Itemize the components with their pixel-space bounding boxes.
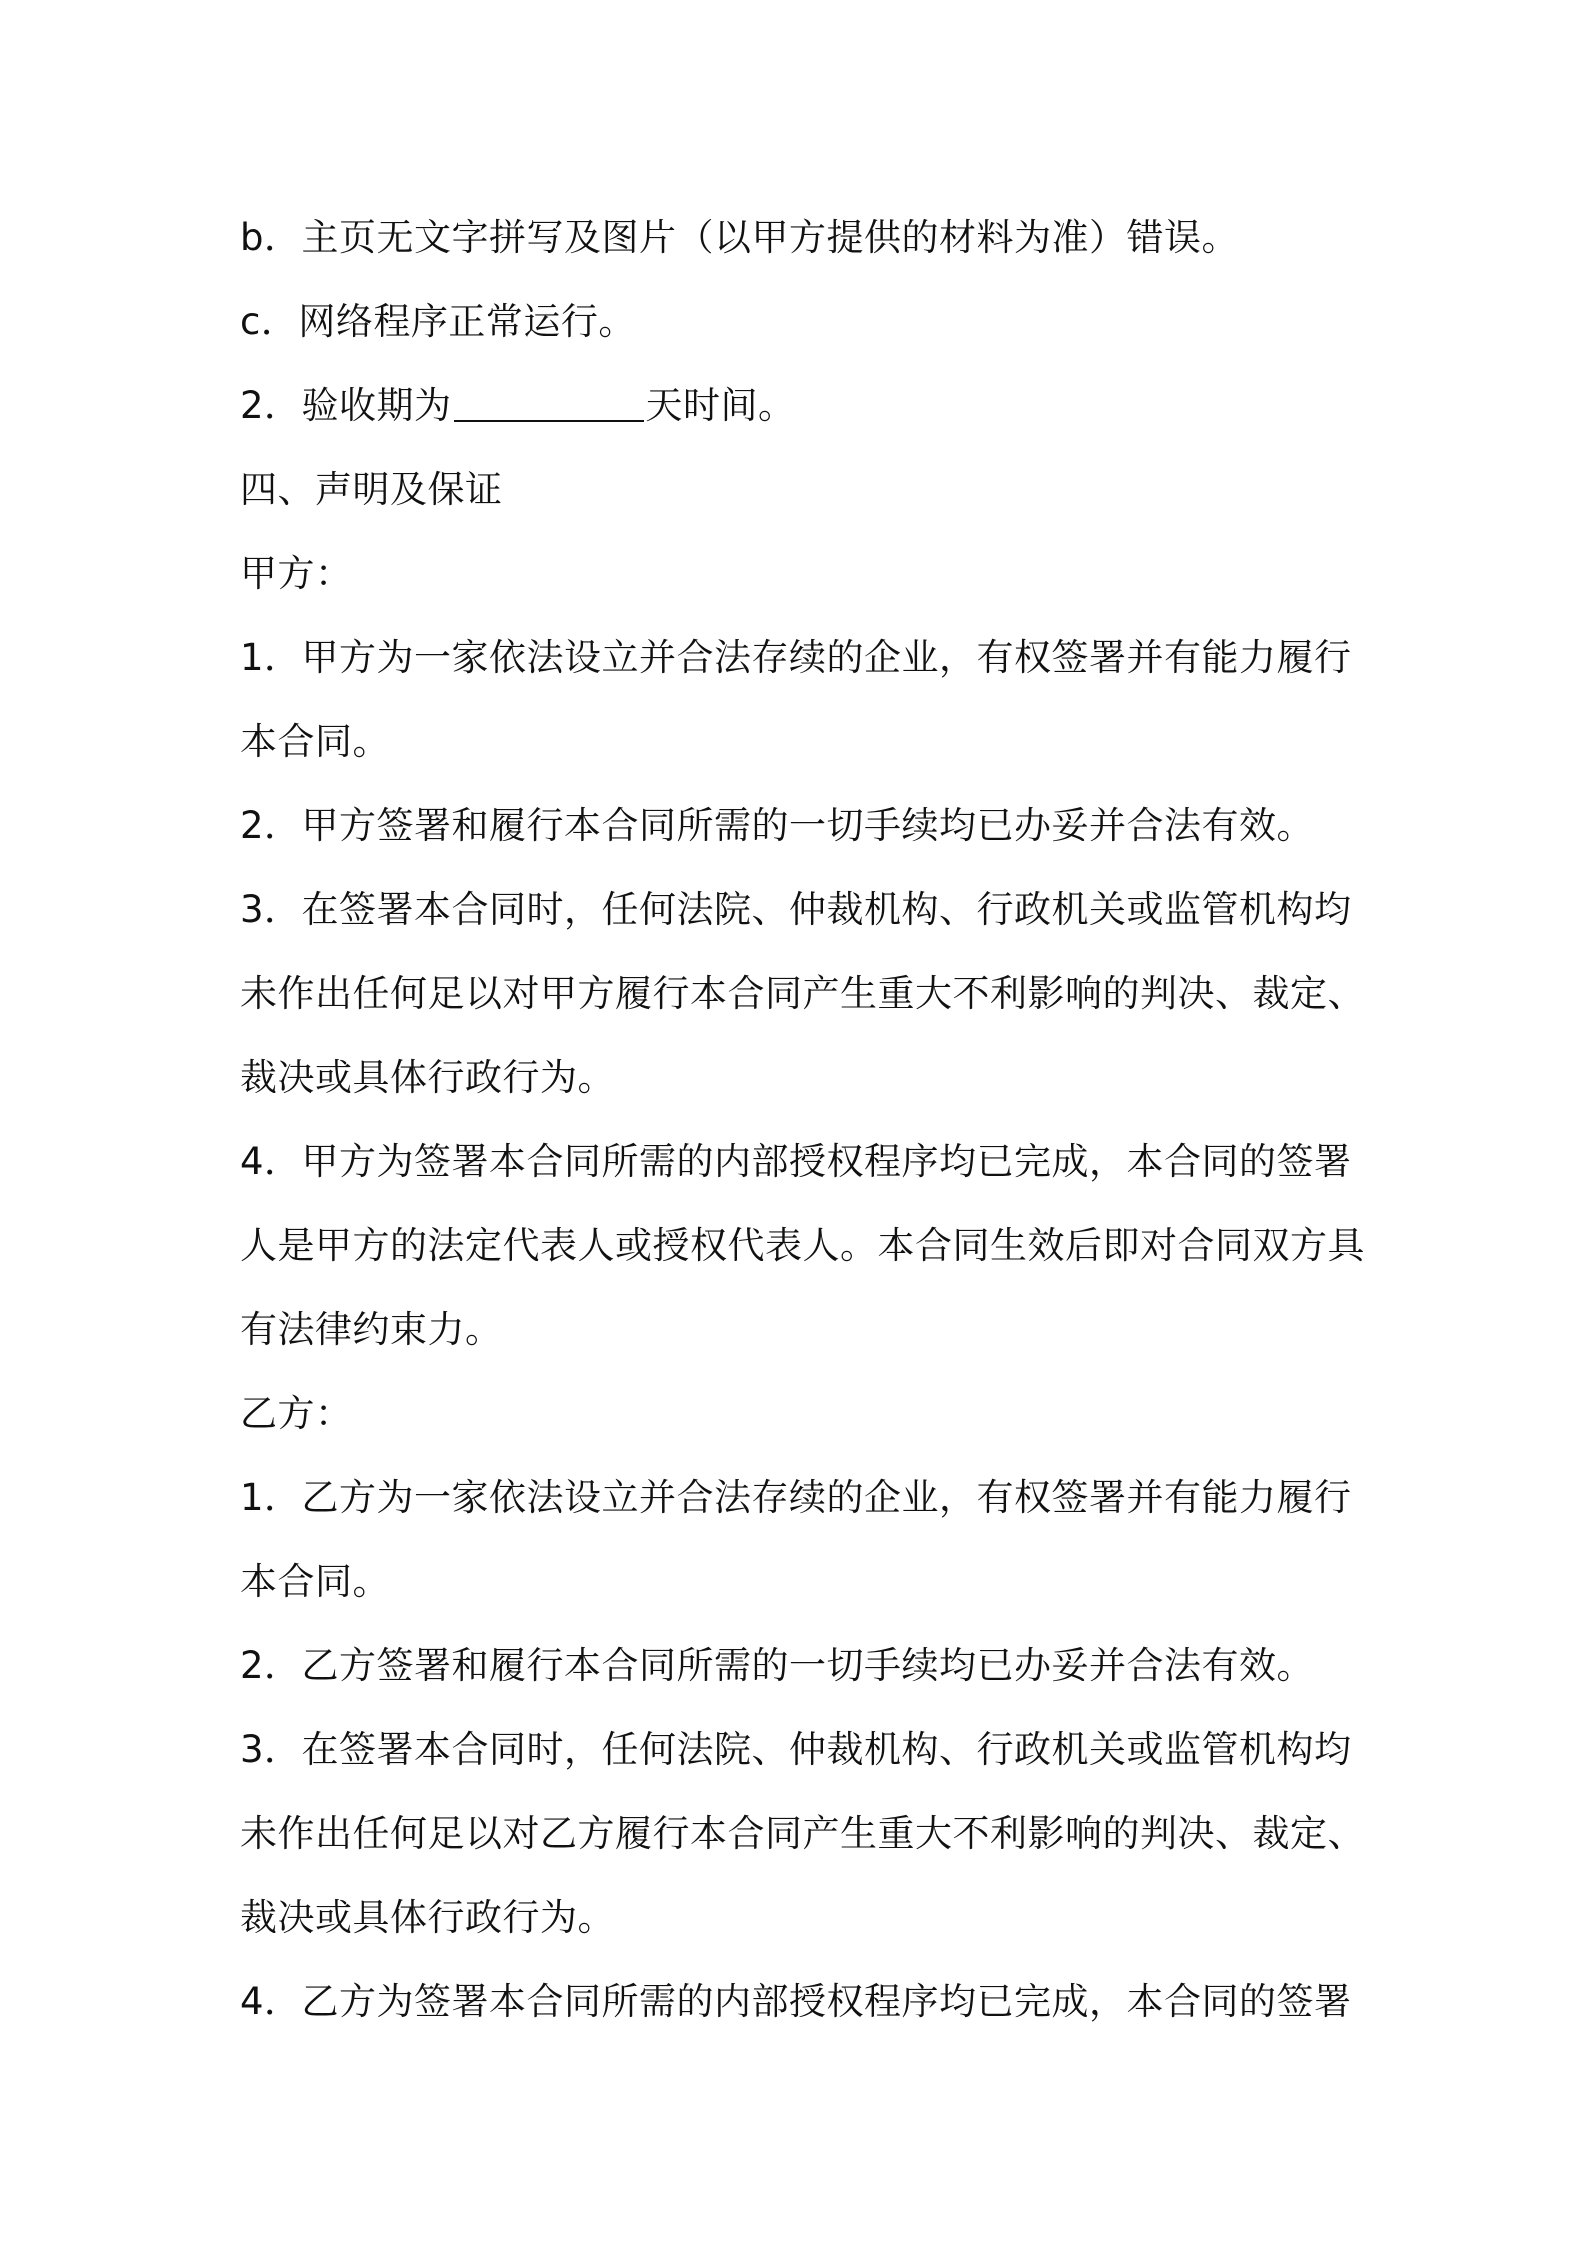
party-a-heading: 甲方： — [240, 552, 353, 595]
document-body — [240, 196, 1365, 2044]
party-a-clause-3-end: 裁决或具体行政行为。 — [240, 1056, 615, 1099]
party-a-clause-3-cont: 未作出任何足以对甲方履行本合同产生重大不利影响的判决、裁定、 — [240, 972, 1365, 1015]
party-a-clause-4: 4．甲方为签署本合同所需的内部授权程序均已完成，本合同的签署 — [240, 1140, 1352, 1183]
party-a-clause-3: 3．在签署本合同时，任何法院、仲裁机构、行政机关或监管机构均 — [240, 888, 1352, 931]
acceptance-period-prefix: 2．验收期为 — [240, 384, 452, 427]
clause-b-text: b．主页无文字拼写及图片（以甲方提供的材料为准）错误。 — [240, 216, 1239, 259]
acceptance-period-line — [240, 364, 1360, 448]
party-b-clause-4: 4．乙方为签署本合同所需的内部授权程序均已完成，本合同的签署 — [240, 1980, 1352, 2023]
party-a-clause-1: 1．甲方为一家依法设立并合法存续的企业，有权签署并有能力履行 — [240, 636, 1352, 679]
party-b-clause-3-cont: 未作出任何足以对乙方履行本合同产生重大不利影响的判决、裁定、 — [240, 1812, 1365, 1855]
section-heading: 四、声明及保证 — [240, 468, 503, 511]
party-a-clause-2: 2．甲方签署和履行本合同所需的一切手续均已办妥并合法有效。 — [240, 804, 1315, 847]
party-b-clause-3: 3．在签署本合同时，任何法院、仲裁机构、行政机关或监管机构均 — [240, 1728, 1352, 1771]
fill-in-blank — [454, 419, 644, 422]
party-b-clause-1-cont: 本合同。 — [240, 1560, 390, 1603]
party-b-clause-1: 1．乙方为一家依法设立并合法存续的企业，有权签署并有能力履行 — [240, 1476, 1352, 1519]
party-b-heading: 乙方： — [240, 1392, 353, 1435]
party-a-clause-4-end: 有法律约束力。 — [240, 1308, 503, 1351]
acceptance-period-suffix: 天时间。 — [645, 384, 796, 427]
party-b-clause-2: 2．乙方签署和履行本合同所需的一切手续均已办妥并合法有效。 — [240, 1644, 1315, 1687]
clause-c-text: c．网络程序正常运行。 — [240, 300, 636, 343]
party-b-clause-3-end: 裁决或具体行政行为。 — [240, 1896, 615, 1939]
party-a-clause-1-cont: 本合同。 — [240, 720, 390, 763]
party-a-clause-4-cont: 人是甲方的法定代表人或授权代表人。本合同生效后即对合同双方具 — [240, 1224, 1365, 1267]
